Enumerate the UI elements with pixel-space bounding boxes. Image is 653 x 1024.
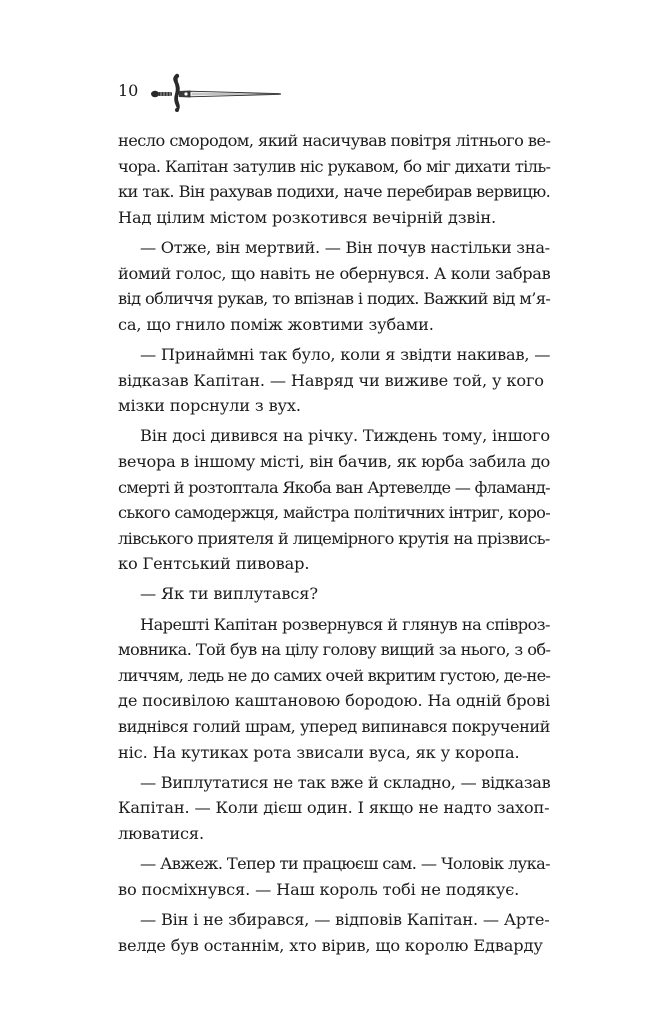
body-text: [118, 128, 550, 958]
paragraph: [118, 581, 550, 607]
paragraph: [118, 423, 550, 577]
text-line: ніс. На кутиках рота звисали вуса, як у коропа.: [118, 742, 520, 762]
text-line: — Принаймні так було, коли я звідти накивав, —: [140, 344, 551, 364]
paragraph: [118, 770, 550, 847]
text-line: са, що гнило поміж жовтими зубами.: [118, 314, 434, 334]
paragraph: [118, 235, 550, 337]
paragraph: [118, 128, 550, 230]
paragraph: [118, 342, 550, 419]
text-line: мізки порснули з вух.: [118, 396, 301, 416]
text-line: — Виплутатися не так вже й складно, — відказав: [140, 772, 551, 792]
text-line: чора. Капітан затулив ніс рукавом, бо міг дихати тіль-: [118, 156, 551, 176]
text-line: ко Гентський пивовар.: [118, 554, 310, 574]
paragraph: [118, 612, 550, 766]
text-line: велде був останнім, хто вірив, що королю Едварду: [118, 935, 543, 955]
text-line: Над цілим містом розкотився вечірній дзвін.: [118, 207, 497, 227]
page-header: [118, 72, 278, 112]
text-line: лівського приятеля й лицемірного крутія на прізвись-: [118, 528, 550, 548]
page-number: 10: [118, 81, 139, 100]
dagger-icon: [150, 72, 282, 112]
text-line: — Як ти виплутався?: [140, 584, 318, 604]
paragraph: [118, 851, 550, 902]
text-line: Капітан. — Коли дієш один. І якщо не надто захоп-: [118, 798, 550, 818]
text-line: де посивілою каштановою бородою. На одній брові: [118, 691, 551, 711]
text-line: — Авжеж. Тепер ти працюєш сам. — Чоловік лука-: [140, 854, 550, 874]
text-line: несло смородом, який насичував повітря літнього ве-: [118, 131, 551, 150]
text-line: люватися.: [118, 824, 204, 843]
text-line: Нарешті Капітан розвернувся й глянув на співроз-: [140, 614, 550, 634]
text-line: виднівся голий шрам, уперед випинався покручений: [118, 717, 550, 737]
text-line: во посміхнувся. — Наш король тобі не подякує.: [118, 879, 520, 899]
text-line: — Він і не збирався, — відповів Капітан. — Арте-: [140, 909, 550, 929]
text-line: личчям, ледь не до самих очей вкритим густою, де-не-: [118, 665, 551, 685]
text-line: відказав Капітан. — Навряд чи виживе той, у кого: [118, 370, 544, 390]
text-line: ського самодержця, майстра політичних інтриг, коро-: [118, 503, 551, 523]
text-line: вечора в іншому місті, він бачив, як юрба забила до: [118, 451, 550, 471]
text-line: йомий голос, що навіть не обернувся. А коли забрав: [118, 263, 551, 283]
text-line: Він досі дивився на річку. Тиждень тому, іншого: [140, 426, 550, 446]
text-line: смерті й розтоптала Якоба ван Артевелде — фламанд-: [118, 477, 550, 497]
text-line: — Отже, він мертвий. — Він почув настільки зна-: [140, 237, 550, 257]
text-line: мовника. Той був на цілу голову вищий за нього, з об-: [118, 640, 551, 660]
text-line: ки так. Він рахував подихи, наче перебирав вервицю.: [118, 182, 551, 202]
text-line: від обличчя рукав, то впізнав і подих. Важкий від м’я-: [118, 289, 551, 309]
paragraph: [118, 907, 550, 958]
